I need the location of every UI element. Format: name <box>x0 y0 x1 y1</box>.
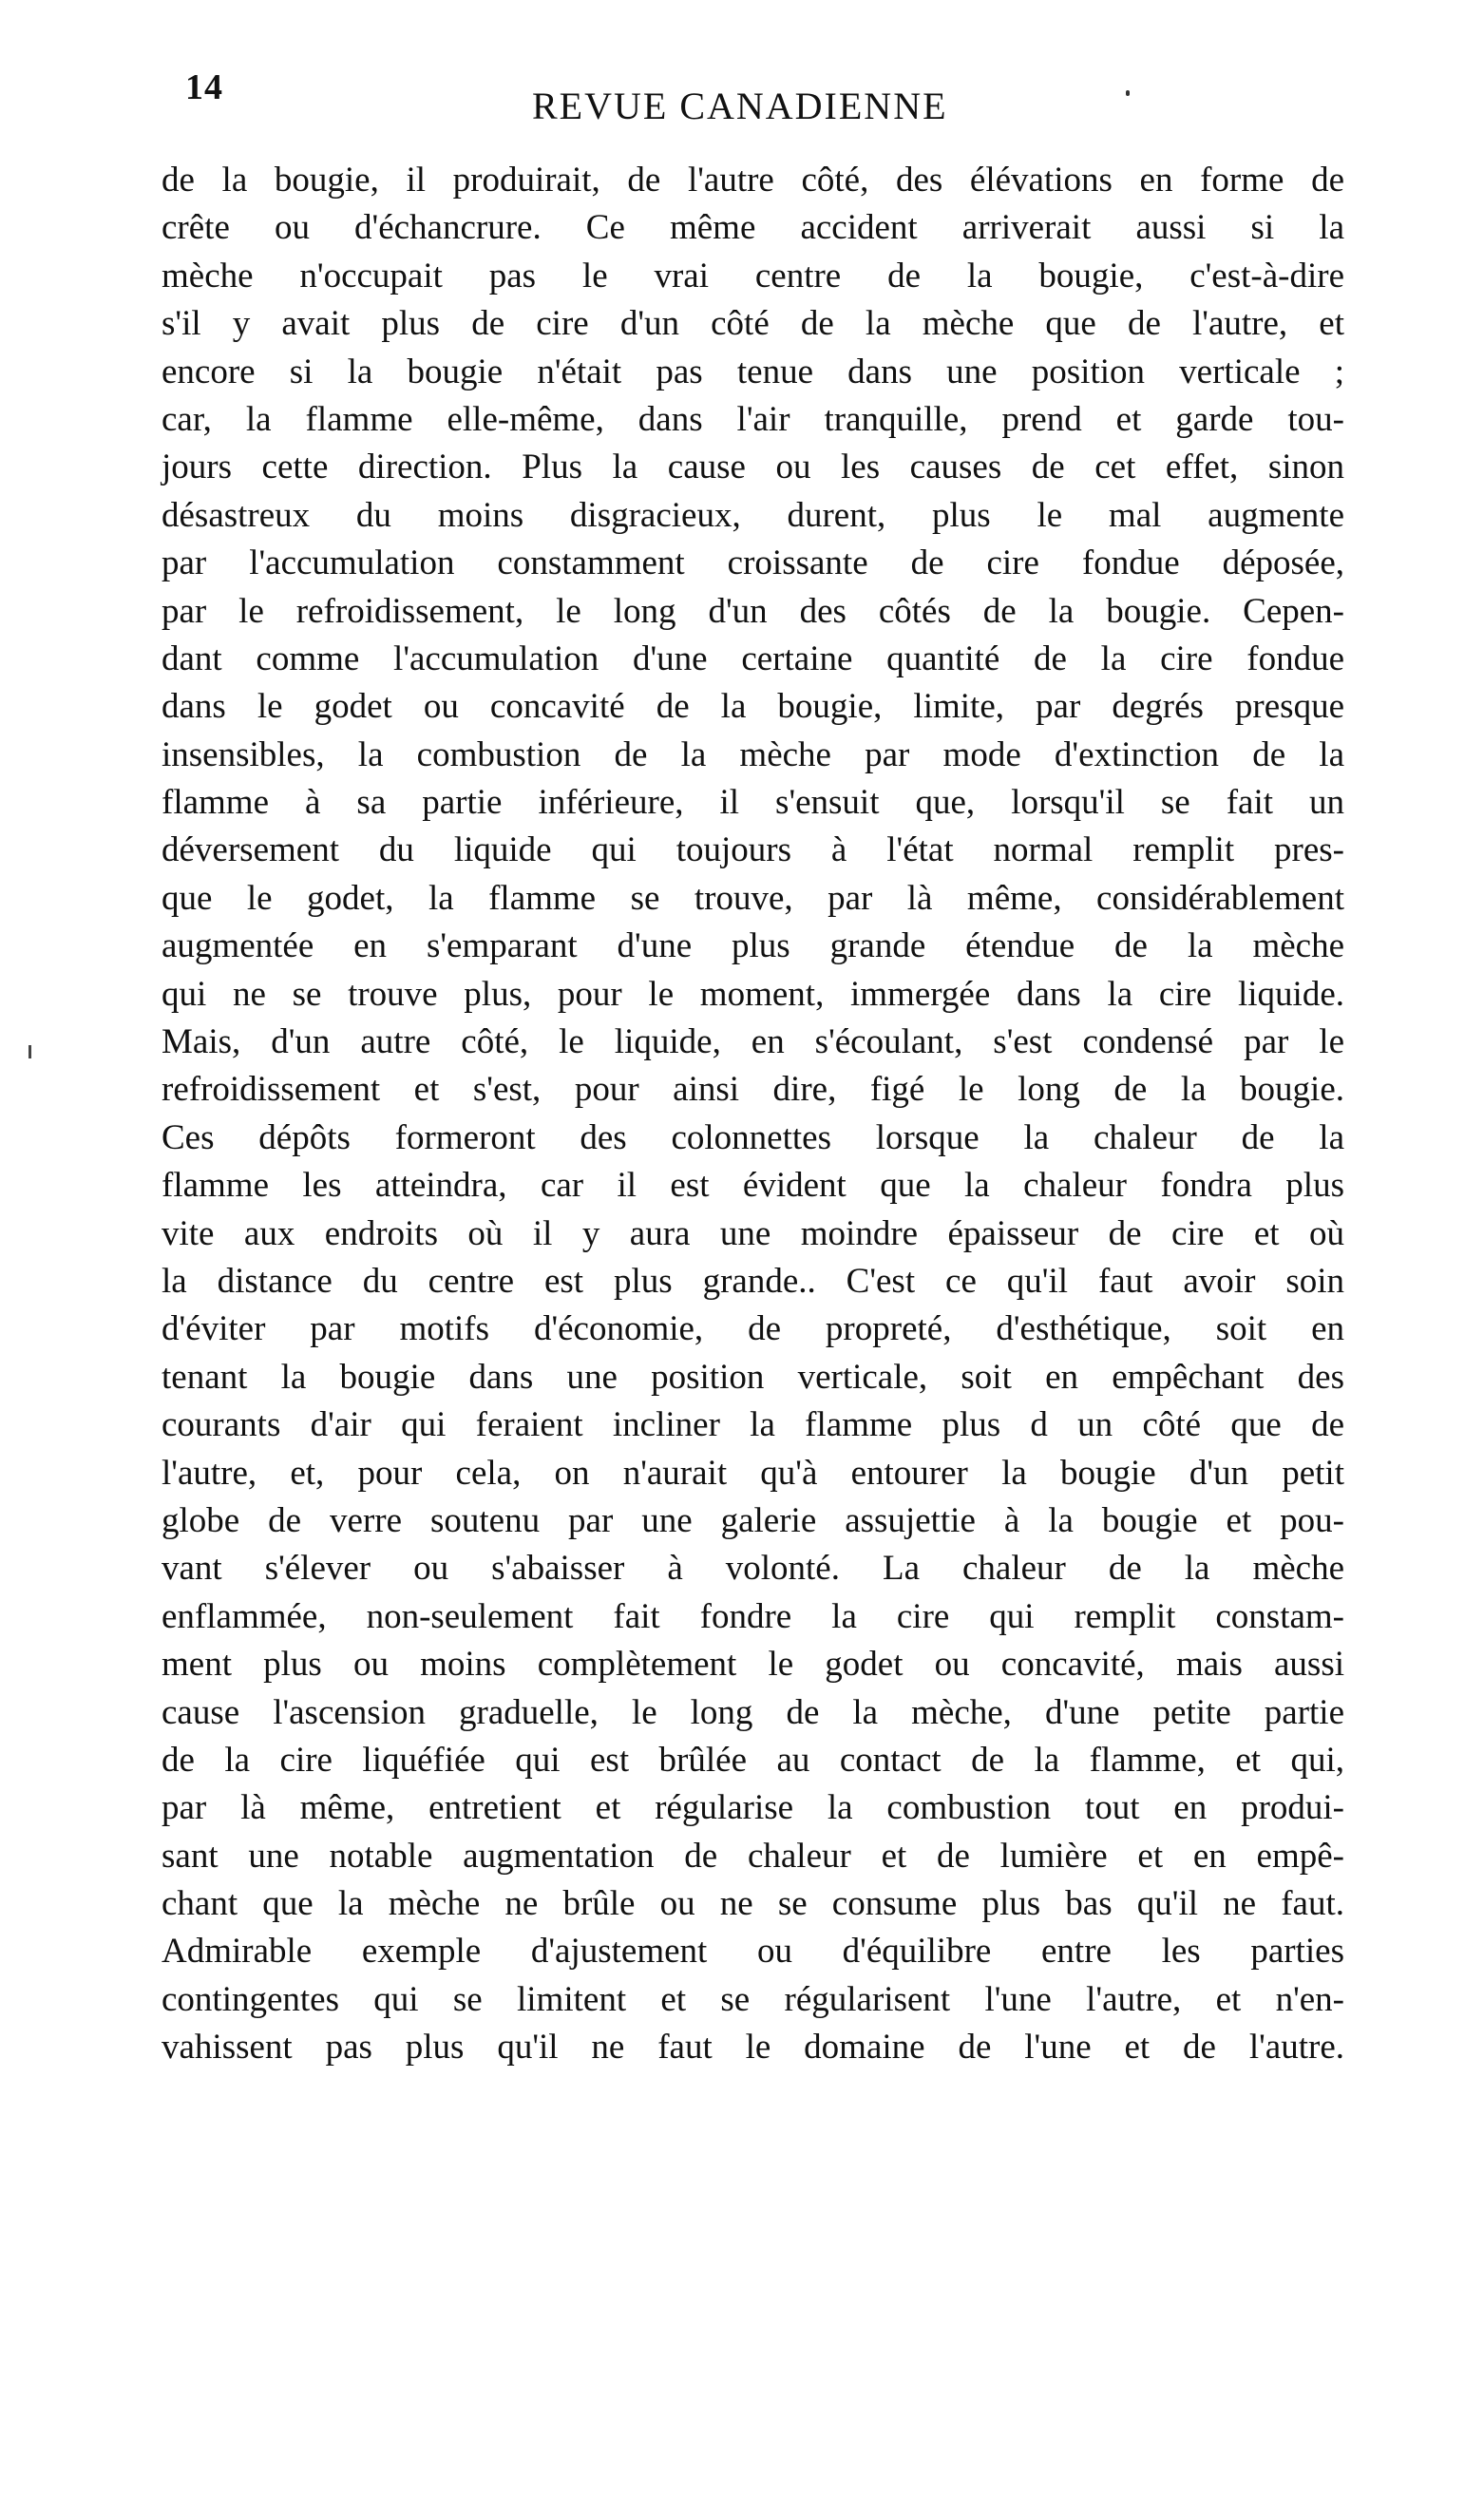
text-line: vant s'élever ou s'abaisser à volonté. La chaleur de la mèche <box>162 1549 1344 1589</box>
text-line: que le godet, la flamme se trouve, par là même, considérablement <box>162 878 1344 918</box>
text-line: crête ou d'échancrure. Ce même accident arriverait aussi si la <box>162 208 1344 248</box>
text-line: par le refroidissement, le long d'un des côtés de la bougie. Cepen- <box>162 591 1344 631</box>
text-line: par l'accumulation constamment croissante de cire fondue déposée, <box>162 543 1344 583</box>
text-line: déversement du liquide qui toujours à l'état normal remplit pres- <box>162 830 1344 870</box>
text-line: vahissent pas plus qu'il ne faut le domaine de l'une et de l'autre. <box>162 2028 1344 2068</box>
text-line: Mais, d'un autre côté, le liquide, en s'écoulant, s'est condensé par le <box>162 1022 1344 1062</box>
text-line: s'il y avait plus de cire d'un côté de la mèche que de l'autre, et <box>162 304 1344 344</box>
text-line: enflammée, non-seulement fait fondre la cire qui remplit constam- <box>162 1596 1344 1636</box>
text-line: globe de verre soutenu par une galerie assujettie à la bougie et pou- <box>162 1500 1344 1540</box>
text-line: flamme à sa partie inférieure, il s'ensuit que, lorsqu'il se fait un <box>162 783 1344 823</box>
text-line: d'éviter par motifs d'économie, de propreté, d'esthétique, soit en <box>162 1309 1344 1349</box>
body-paragraph <box>162 157 1344 2072</box>
text-line: désastreux du moins disgracieux, durent, plus le mal augmente <box>162 495 1344 535</box>
text-line: de la bougie, il produirait, de l'autre côté, des élévations en forme de <box>162 161 1344 200</box>
text-line: dans le godet ou concavité de la bougie, limite, par degrés presque <box>162 687 1344 727</box>
text-line: par là même, entretient et régularise la combustion tout en produi- <box>162 1788 1344 1828</box>
text-line: dant comme l'accumulation d'une certaine quantité de la cire fondue <box>162 639 1344 678</box>
text-line: flamme les atteindra, car il est évident que la chaleur fondra plus <box>162 1166 1344 1206</box>
text-line: Ces dépôts formeront des colonnettes lorsque la chaleur de la <box>162 1117 1344 1157</box>
text-line: ment plus ou moins complètement le godet ou concavité, mais aussi <box>162 1645 1344 1685</box>
text-line: car, la flamme elle-même, dans l'air tranquille, prend et garde tou- <box>162 399 1344 439</box>
text-line: courants d'air qui feraient incliner la flamme plus d un côté que de <box>162 1405 1344 1445</box>
text-line: tenant la bougie dans une position verticale, soit en empêchant des <box>162 1357 1344 1397</box>
text-line: insensibles, la combustion de la mèche par mode d'extinction de la <box>162 734 1344 774</box>
running-head: REVUE CANADIENNE <box>532 85 948 127</box>
text-line: Admirable exemple d'ajustement ou d'équilibre entre les parties <box>162 1932 1344 1972</box>
page-number: 14 <box>185 67 223 107</box>
text-line: de la cire liquéfiée qui est brûlée au contact de la flamme, et qui, <box>162 1740 1344 1780</box>
text-line: qui ne se trouve plus, pour le moment, immergée dans la cire liquide. <box>162 974 1344 1014</box>
text-line: jours cette direction. Plus la cause ou les causes de cet effet, sinon <box>162 448 1344 487</box>
print-speck <box>1126 90 1130 96</box>
text-line: encore si la bougie n'était pas tenue dans une position verticale ; <box>162 352 1344 391</box>
text-line: augmentée en s'emparant d'une plus grande étendue de la mèche <box>162 926 1344 966</box>
text-line: l'autre, et, pour cela, on n'aurait qu'à entourer la bougie d'un petit <box>162 1453 1344 1493</box>
text-line: refroidissement et s'est, pour ainsi dire, figé le long de la bougie. <box>162 1070 1344 1110</box>
text-line: contingentes qui se limitent et se régularisent l'une l'autre, et n'en- <box>162 1979 1344 2019</box>
print-speck <box>29 1045 31 1058</box>
text-line: cause l'ascension graduelle, le long de la mèche, d'une petite partie <box>162 1692 1344 1732</box>
text-line: mèche n'occupait pas le vrai centre de la bougie, c'est-à-dire <box>162 256 1344 295</box>
text-line: chant que la mèche ne brûle ou ne se consume plus bas qu'il ne faut. <box>162 1884 1344 1924</box>
text-line: vite aux endroits où il y aura une moindre épaisseur de cire et où <box>162 1213 1344 1253</box>
text-line: la distance du centre est plus grande.. C'est ce qu'il faut avoir soin <box>162 1261 1344 1301</box>
text-line: sant une notable augmentation de chaleur et de lumière et en empê- <box>162 1836 1344 1876</box>
